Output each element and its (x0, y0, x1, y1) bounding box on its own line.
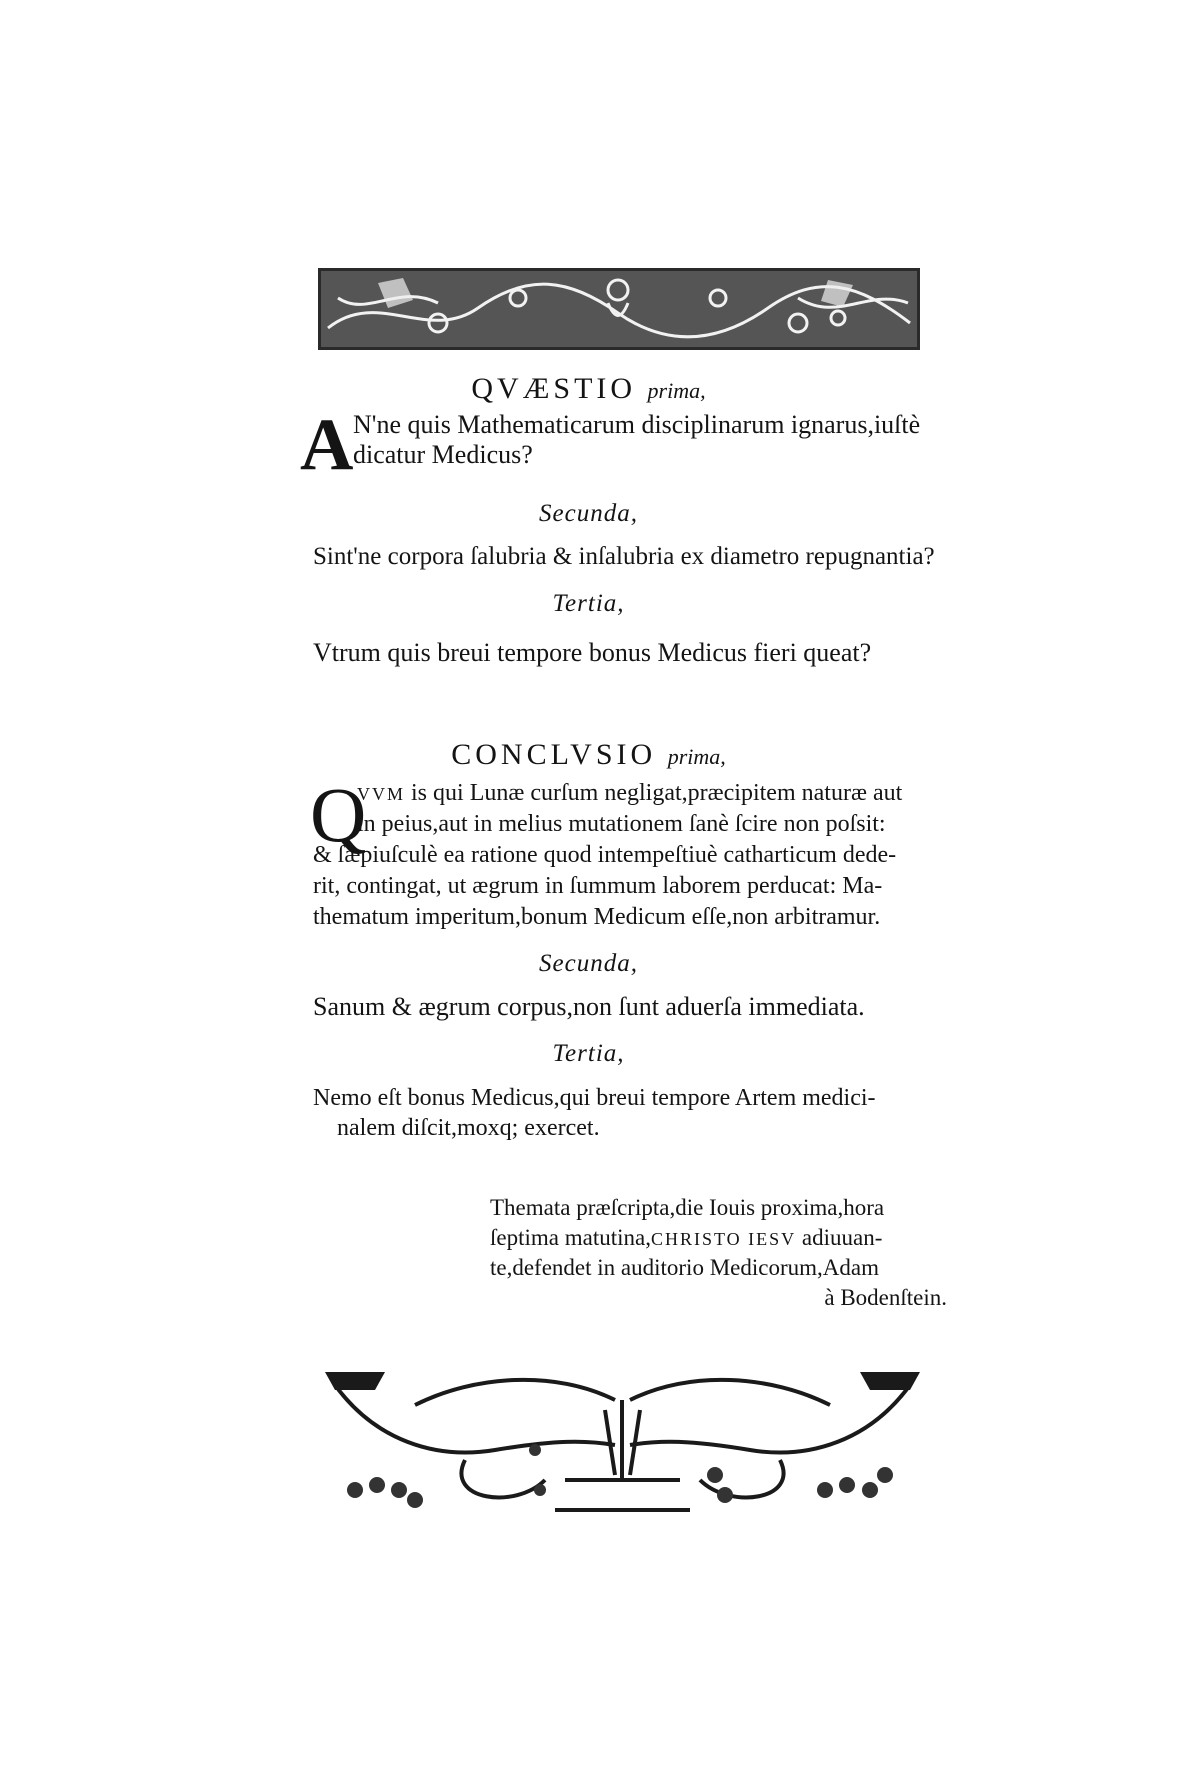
quaestio-heading-ordinal: prima, (647, 378, 706, 403)
quaestio-third-label: Tertia, (552, 590, 625, 617)
quaestio-heading (0, 372, 1177, 406)
notice-line-4: à Bodenſtein. (824, 1285, 947, 1310)
quaestio-heading-text: QVÆSTIO (471, 372, 637, 405)
conclusio-third-label: Tertia, (552, 1040, 625, 1067)
quaestio-second-label: Secunda, (539, 500, 638, 527)
notice-line-2-b: adiuuan- (796, 1225, 883, 1250)
quaestio-third-text: Vtrum quis breui tempore bonus Medicus fieri queat? (313, 638, 872, 667)
notice-line-3: te,defendet in auditorio Medicorum,Adam (490, 1255, 879, 1280)
quaestio-second-text: Sint'ne corpora ſalubria & inſalubria ex diametro repugnantia? (313, 543, 935, 570)
notice-smallcaps: CHRISTO IESV (650, 1229, 797, 1249)
conclusio-first-line-5: thematum imperitum,bonum Medicum eſſe,non arbitramur. (313, 904, 881, 930)
notice-line-1: Themata præſcripta,die Iouis proxima,hora (490, 1195, 885, 1220)
conclusio-heading-text: CONCLVSIO (451, 738, 657, 771)
conclusio-first-line-3: & ſæpiuſculè ea ratione quod intempeſtiuè catharticum dede- (313, 842, 897, 868)
dropcap-a: A (300, 404, 354, 486)
notice-line-2 (490, 1225, 882, 1251)
conclusio-third-line-2: nalem diſcit,moxq; exercet. (337, 1115, 600, 1141)
conclusio-first-line-2: in peius,aut in melius mutationem ſanè ſcire non poſsit: (357, 811, 886, 837)
conclusio-first-line-4: rit, contingat, ut ægrum in ſummum laborem perducat: Ma- (313, 873, 883, 899)
quaestio-first-line-1: N'ne quis Mathematicarum disciplinarum ignarus,iuſtè (353, 410, 921, 439)
conclusio-third-line-1: Nemo eſt bonus Medicus,qui breui tempore Artem medici- (313, 1085, 876, 1111)
conclusio-first-line-1 (357, 780, 902, 807)
conclusio-second-text: Sanum & ægrum corpus,non ſunt aduerſa immediata. (313, 992, 865, 1021)
conclusio-heading (0, 738, 1177, 772)
conclusio-second-label: Secunda, (539, 950, 638, 977)
dropcap-q: Q (310, 771, 367, 858)
conclusio-first-line-1-text: is qui Lunæ curſum negligat,præcipitem naturæ aut (405, 780, 903, 806)
notice-line-2-a: ſeptima matutina, (490, 1225, 651, 1250)
woodcut-tailpiece-ornament (315, 1350, 930, 1520)
conclusio-smallcaps: VVM (357, 784, 406, 804)
woodcut-headpiece-ornament (318, 268, 920, 350)
quaestio-first-line-2: dicatur Medicus? (353, 440, 533, 469)
conclusio-heading-ordinal: prima, (667, 744, 726, 769)
